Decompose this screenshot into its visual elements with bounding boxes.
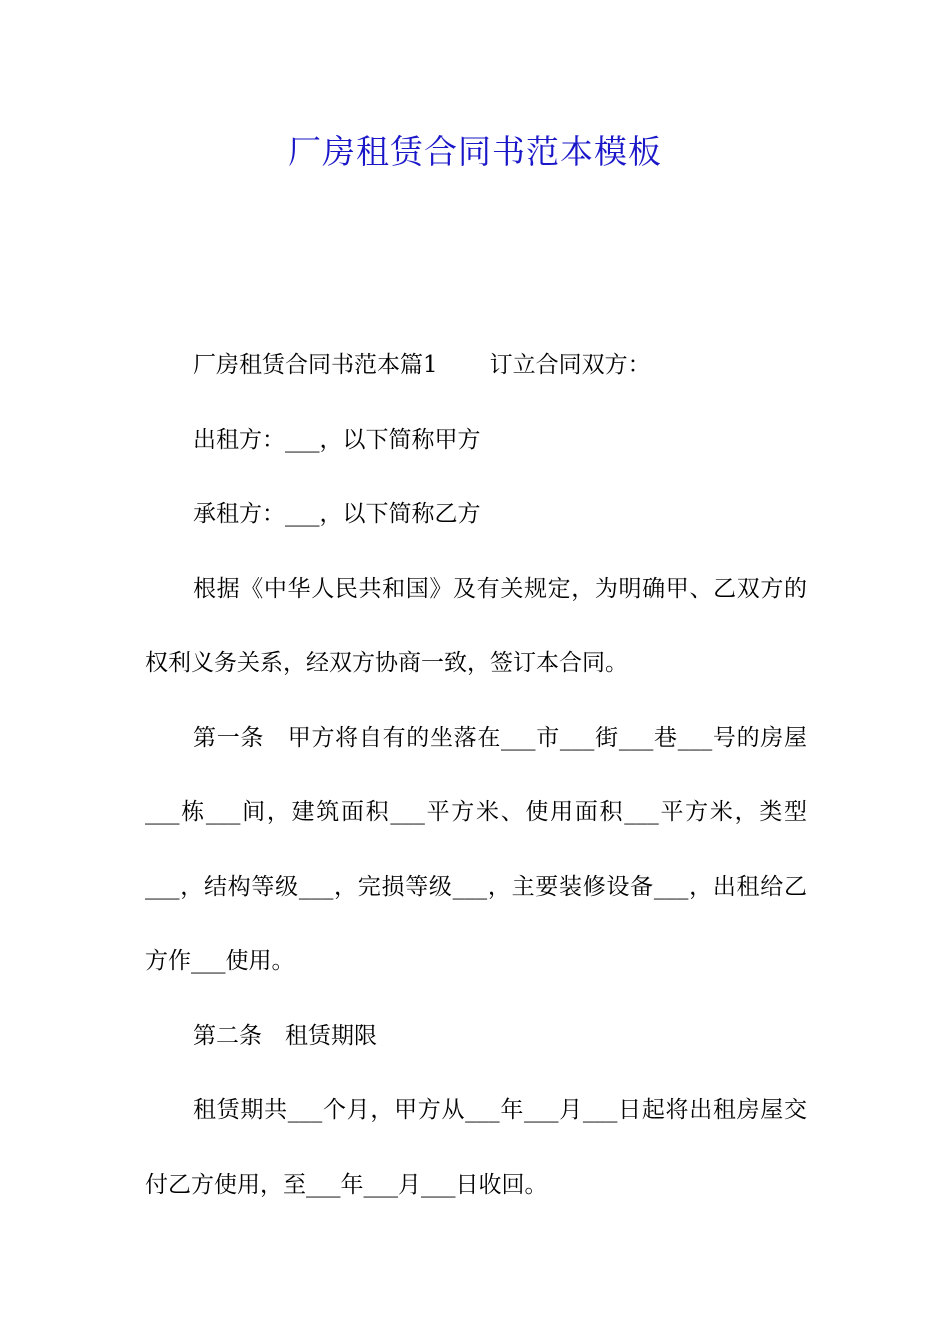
article-2-heading: 第二条 租赁期限 bbox=[193, 1022, 377, 1049]
legal-basis-paragraph: 根据《中华人民共和国》及有关规定，为明确甲、乙双方的权利义务关系，经双方协商一致，签订本合同。 bbox=[145, 575, 807, 676]
lessor-paragraph: 出租方：___，以下简称甲方 bbox=[193, 426, 481, 453]
contract-heading-label: 厂房租赁合同书范本篇1 bbox=[193, 352, 438, 378]
contract-heading-paragraph bbox=[145, 328, 807, 403]
document-body bbox=[145, 328, 807, 1222]
contract-parties-label: 订立合同双方： bbox=[489, 352, 651, 378]
article-2-paragraph: 租赁期共___个月，甲方从___年___月___日起将出租房屋交付乙方使用，至___年___月___日收回。 bbox=[145, 1097, 807, 1198]
lessee-paragraph: 承租方：___，以下简称乙方 bbox=[193, 501, 481, 527]
document-title: 厂房租赁合同书范本模板 bbox=[288, 132, 662, 171]
article-1-paragraph: 第一条 甲方将自有的坐落在___市___街___巷___号的房屋___栋___间，建筑面积___平方米、使用面积___平方米，类型___，结构等级___，完损等级___，主要装修设备___，出租给乙方作___使用。 bbox=[145, 724, 807, 974]
